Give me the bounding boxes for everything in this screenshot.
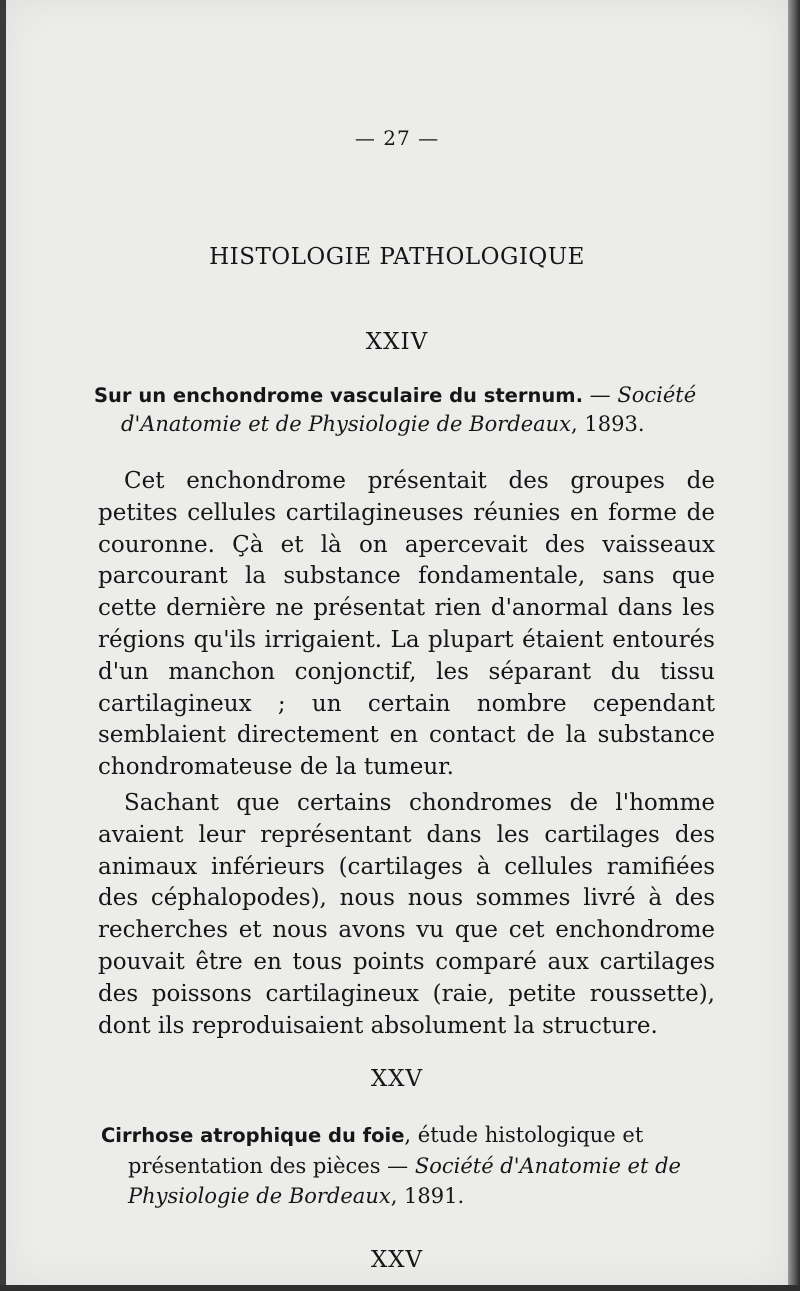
entry-source: Société: [617, 383, 697, 407]
entry-reference: [101, 1120, 681, 1211]
entry-year: , 1891.: [390, 1184, 465, 1208]
page-edge: [0, 1285, 800, 1291]
entry-title: Sur un enchondrome vasculaire du sternum.: [94, 384, 583, 407]
page-number: — 27 —: [354, 126, 440, 150]
entry-source: Société d'Anatomie et de: [414, 1154, 681, 1178]
entry-details: présentation des pièces —: [128, 1154, 415, 1178]
entry-title: Cirrhose atrophique du foie: [101, 1124, 405, 1147]
entry-number: XXV: [370, 1066, 424, 1092]
entry-reference: [94, 381, 696, 438]
entry-details: , étude histologique et: [404, 1123, 644, 1147]
section-title: HISTOLOGIE PATHOLOGIQUE: [209, 244, 585, 270]
book-page: [6, 0, 788, 1286]
page-edge: [788, 0, 800, 1291]
entry-number: XXIV: [365, 329, 429, 355]
entry-number: XXV: [370, 1247, 424, 1273]
entry-year: , 1893.: [571, 412, 645, 436]
entry-source: Physiologie de Bordeaux: [128, 1184, 391, 1208]
paragraph: Cet enchondrome présentait des groupes de petites cellules cartilagineuses réunies en forme de couronne. Çà et là on apercevait des vaisseaux parcourant la substance fondamentale, sans que cette dernière ne présentat rien d'anormal dans les régions qu'ils irrigaient. La plupart étaient entourés d'un manchon conjonctif, les séparant du tissu cartilagineux ; un certain nombre cependant semblaient directement en contact de la substance chondromateuse de la tumeur.: [98, 468, 715, 781]
entry-body: [98, 466, 715, 1042]
paragraph: Sachant que certains chondromes de l'homme avaient leur représentant dans les cartilages des animaux inférieurs (cartilages à cellules ramifiées des céphalopodes), nous nous sommes livré à des recherches et nous avons vu que cet enchondrome pouvait être en tous points comparé aux cartilages des poissons cartilagineux (raie, petite roussette), dont ils reproduisaient absolument la structure.: [98, 789, 715, 1039]
entry-dash: —: [583, 383, 618, 407]
entry-source: d'Anatomie et de Physiologie de Bordeaux: [121, 412, 572, 436]
